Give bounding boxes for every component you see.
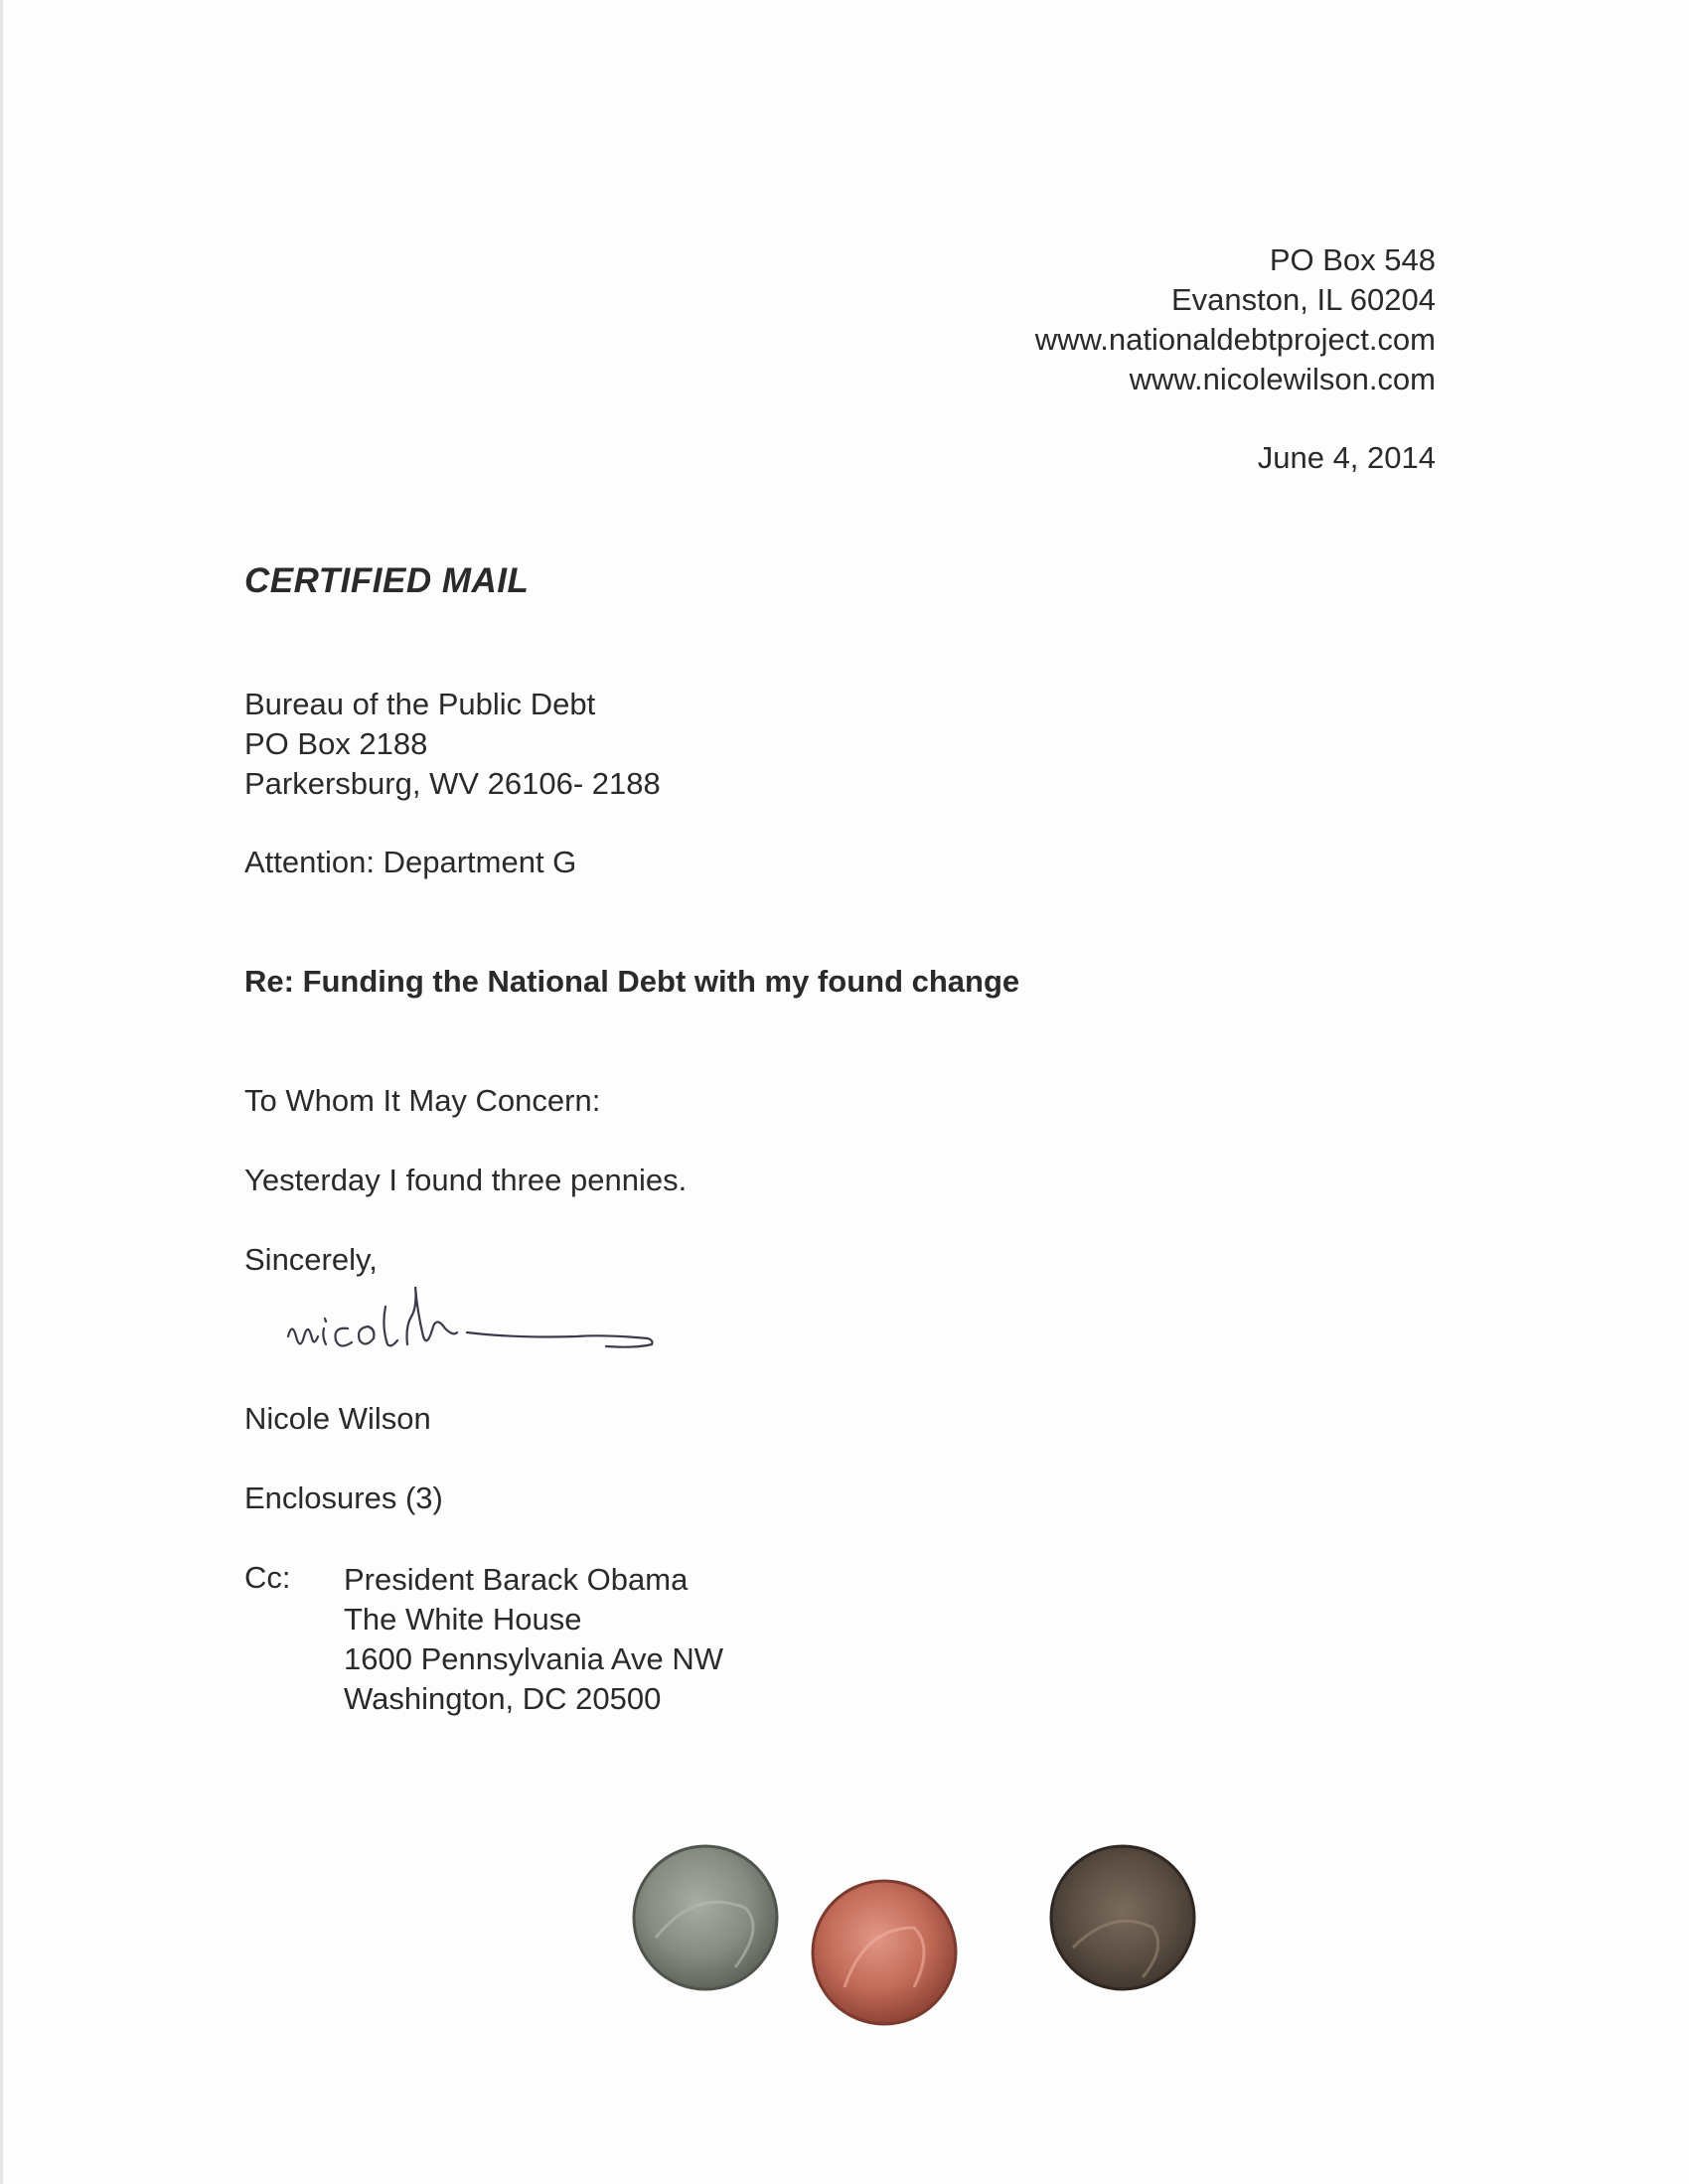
certified-mail-heading: CERTIFIED MAIL <box>244 561 530 600</box>
return-address-line-1: PO Box 548 <box>1269 242 1436 277</box>
cc-label: Cc: <box>244 1560 291 1595</box>
signer-name: Nicole Wilson <box>244 1401 431 1436</box>
enclosed-pennies <box>616 1818 1232 2037</box>
recipient-line-1: Bureau of the Public Debt <box>244 687 596 721</box>
enclosures-note: Enclosures (3) <box>244 1481 443 1515</box>
cc-line-4: Washington, DC 20500 <box>344 1681 662 1716</box>
letter-body: Yesterday I found three pennies. <box>244 1163 688 1197</box>
cc-line-2: The White House <box>344 1602 582 1637</box>
penny-1 <box>634 1846 777 1989</box>
recipient-line-2: PO Box 2188 <box>244 726 428 761</box>
return-address <box>1035 240 1436 399</box>
attention-line: Attention: Department G <box>244 845 577 879</box>
penny-2 <box>813 1881 956 2024</box>
scan-edge <box>0 0 3 2184</box>
subject-line: Re: Funding the National Debt with my found change <box>244 964 1020 999</box>
cc-line-3: 1600 Pennsylvania Ave NW <box>344 1641 723 1676</box>
recipient-line-3: Parkersburg, WV 26106- 2188 <box>244 766 661 801</box>
recipient-address <box>244 685 661 804</box>
penny-3 <box>1051 1846 1194 1989</box>
return-address-line-3: www.nationaldebtproject.com <box>1034 322 1436 357</box>
cc-address <box>344 1560 723 1719</box>
return-address-line-2: Evanston, IL 60204 <box>1171 282 1436 317</box>
handwritten-signature <box>278 1267 676 1376</box>
return-address-line-4: www.nicolewilson.com <box>1129 362 1436 396</box>
closing: Sincerely, <box>244 1242 378 1277</box>
cc-line-1: President Barack Obama <box>344 1562 689 1597</box>
letter-date: June 4, 2014 <box>1257 440 1436 475</box>
salutation: To Whom It May Concern: <box>244 1083 601 1118</box>
